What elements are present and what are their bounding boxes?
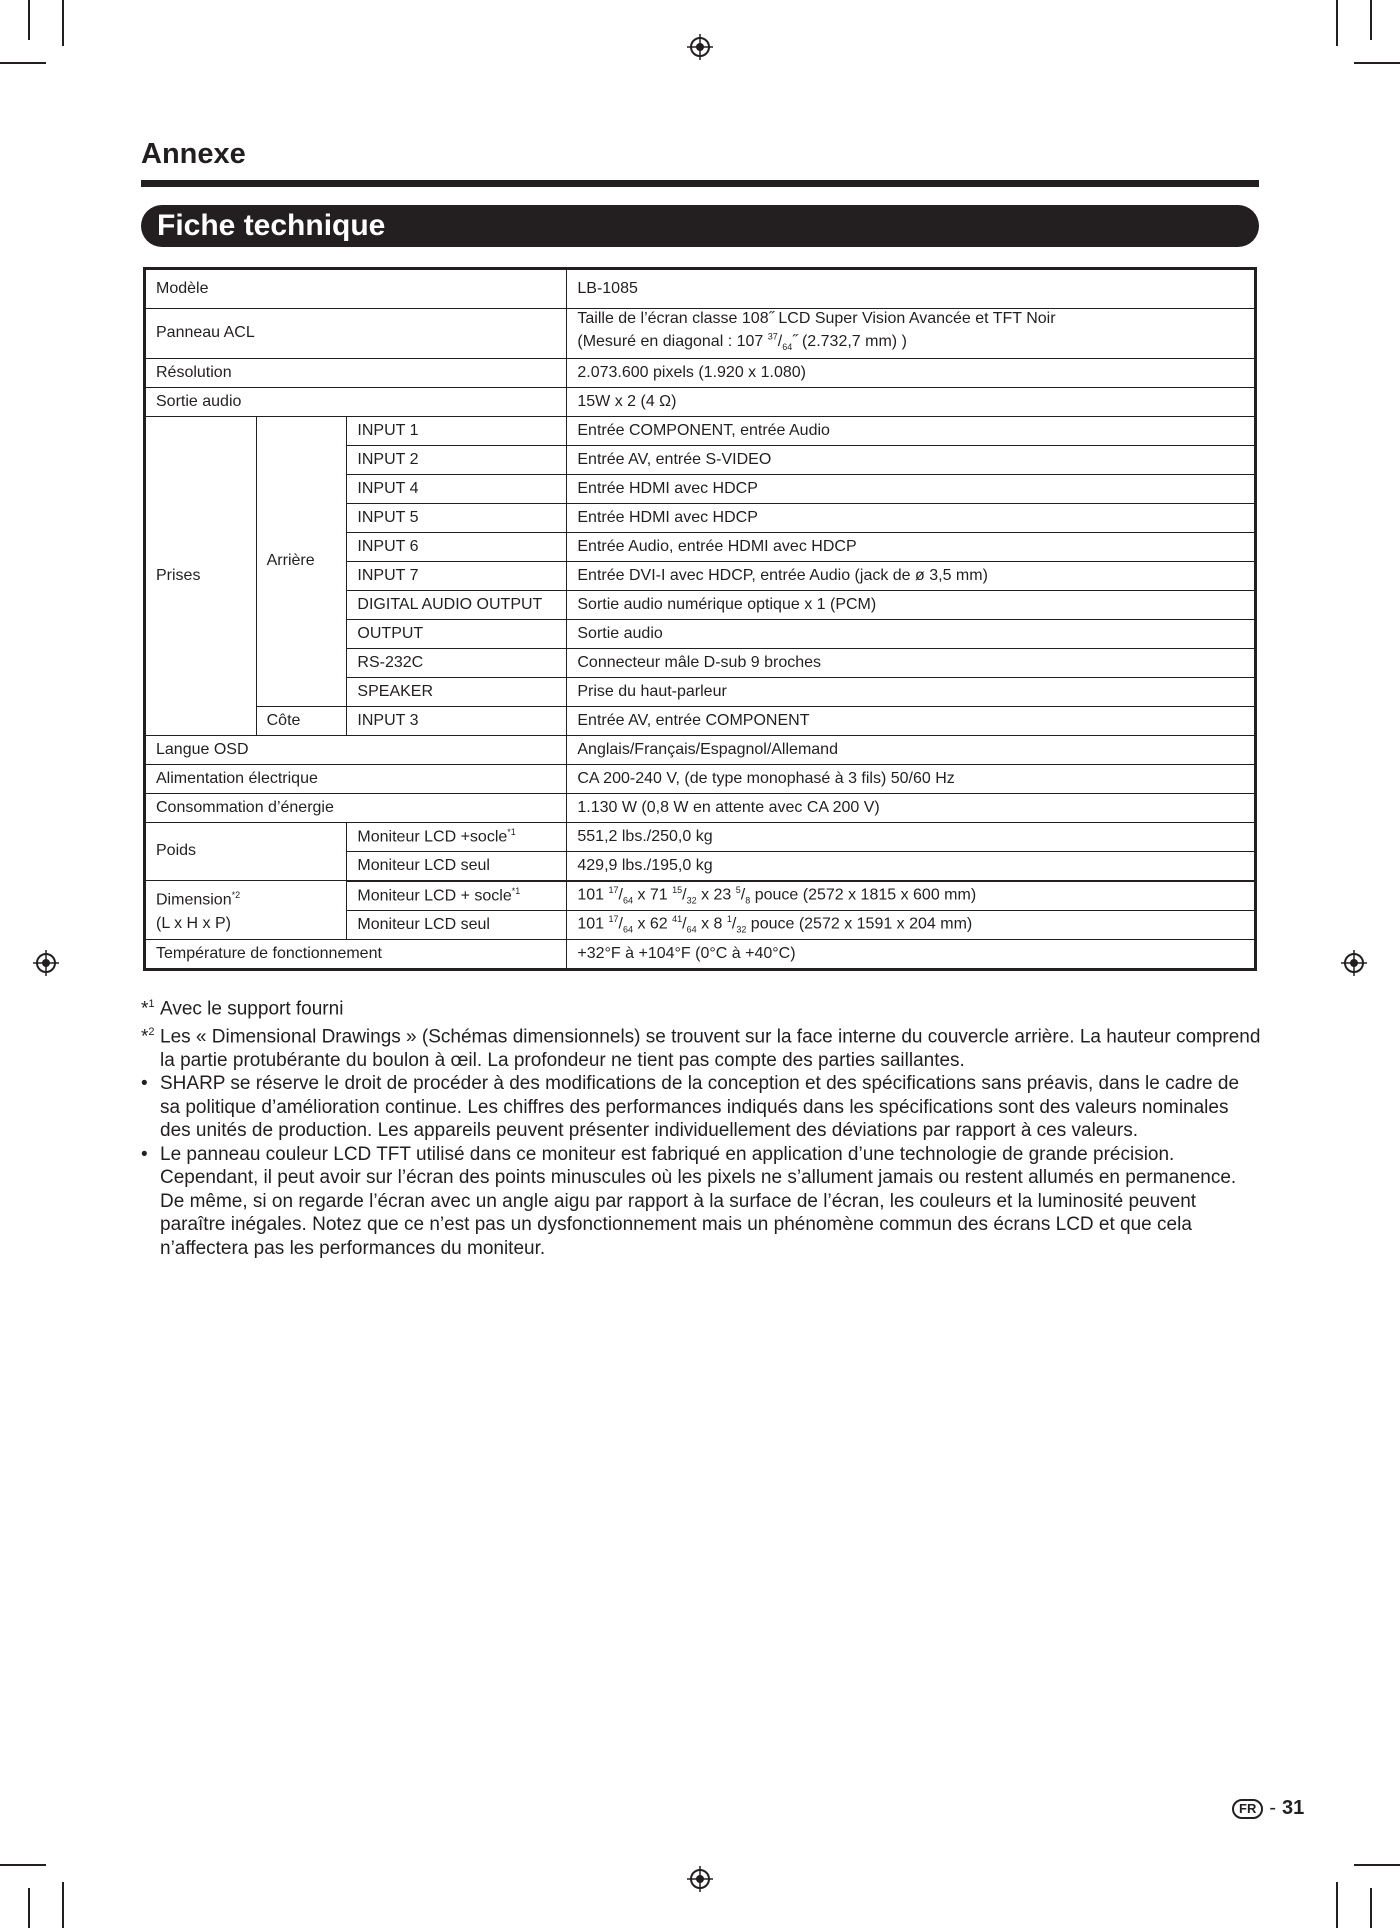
spec-value: 101 $^{17}/_{64}$ x 62 $^{41}/_{64}$ x 8 $^1/_{32}$ pouce (2572 x 1591 x 204 mm) bbox=[567, 910, 1256, 939]
spec-value: Entrée AV, entrée S-VIDEO bbox=[567, 445, 1256, 474]
spec-value: Entrée HDMI avec HDCP bbox=[567, 474, 1256, 503]
crop-mark bbox=[1354, 62, 1400, 64]
spec-value: LB-1085 bbox=[567, 269, 1256, 309]
asterisk: * bbox=[141, 1026, 149, 1048]
footnote-mark: *2 bbox=[231, 890, 241, 901]
fraction-numerator: 5 bbox=[735, 885, 741, 896]
crop-mark bbox=[62, 0, 64, 46]
fraction-numerator: 1 bbox=[726, 914, 732, 925]
crop-mark bbox=[1336, 1882, 1338, 1928]
spec-value: 101 $^{17}/_{64}$ x 71 $^{15}/_{32}$ x 23 $^5/_8$ pouce (2572 x 1815 x 600 mm) bbox=[567, 881, 1256, 911]
table-row bbox=[145, 416, 1256, 445]
section-rule bbox=[141, 180, 1259, 187]
dim-text: x 8 bbox=[696, 915, 727, 933]
spec-table bbox=[143, 267, 1257, 971]
spec-value: Anglais/Français/Espagnol/Allemand bbox=[567, 735, 1256, 764]
page-separator: - bbox=[1269, 1797, 1277, 1819]
crop-mark bbox=[1354, 1864, 1400, 1866]
dim-text: 101 bbox=[577, 915, 609, 933]
asterisk: * bbox=[141, 998, 149, 1020]
spec-value: Sortie audio bbox=[567, 619, 1256, 648]
spec-label bbox=[145, 881, 347, 940]
spec-label: Panneau ACL bbox=[145, 309, 567, 359]
label-text: Dimension bbox=[156, 891, 232, 909]
dim-text: pouce (2572 x 1591 x 204 mm) bbox=[746, 915, 973, 933]
spec-value: 429,9 lbs./195,0 kg bbox=[567, 851, 1256, 881]
spec-sublabel: Arrière bbox=[256, 416, 347, 706]
fraction-numerator: 15 bbox=[672, 885, 683, 896]
spec-label: Consommation d’énergie bbox=[145, 793, 567, 822]
spec-label: Sortie audio bbox=[145, 387, 567, 416]
fraction-denominator: 32 bbox=[686, 895, 697, 906]
spec-value: 2.073.600 pixels (1.920 x 1.080) bbox=[567, 358, 1256, 387]
table-row bbox=[145, 881, 1256, 911]
footnotes bbox=[141, 993, 1261, 1260]
footnote-marker bbox=[141, 993, 160, 1021]
dim-text: x 62 bbox=[633, 915, 673, 933]
footnote-text: Les « Dimensional Drawings » (Schémas dimensionnels) se trouvent sur la face interne du couvercle arrière. La hauteur comprend la partie protubérante du boulon à œil. La profondeur ne tient pas compte des parties saillantes. bbox=[160, 1026, 1261, 1071]
table-row bbox=[145, 939, 1256, 969]
dim-text: x 71 bbox=[633, 886, 673, 904]
spec-value: Sortie audio numérique optique x 1 (PCM) bbox=[567, 590, 1256, 619]
note-text: SHARP se réserve le droit de procéder à des modifications de la conception et des spécifications sans préavis, dans le cadre de sa politique d’amélioration continue. Les chiffres des performances indiqués dans les spécifications sont des valeurs nominales des unités de production. Les appareils peuvent présenter individuellement des déviations par rapport à ces valeurs. bbox=[160, 1073, 1240, 1142]
spec-value: Entrée Audio, entrée HDMI avec HDCP bbox=[567, 532, 1256, 561]
crop-mark bbox=[62, 1882, 64, 1928]
panel-text: ˝ (2.732,7 mm) ) bbox=[792, 333, 907, 351]
table-row bbox=[145, 735, 1256, 764]
spec-sublabel: Moniteur LCD seul bbox=[347, 851, 567, 881]
input-name: SPEAKER bbox=[347, 677, 567, 706]
spec-label: Langue OSD bbox=[145, 735, 567, 764]
bullet-icon: • bbox=[141, 1143, 148, 1165]
fraction-numerator: 41 bbox=[672, 914, 683, 925]
spec-label: Modèle bbox=[145, 269, 567, 309]
input-name: INPUT 1 bbox=[347, 416, 567, 445]
input-name: OUTPUT bbox=[347, 619, 567, 648]
spec-label: Résolution bbox=[145, 358, 567, 387]
spec-label: Poids bbox=[145, 822, 347, 881]
table-row bbox=[145, 358, 1256, 387]
crop-mark bbox=[1336, 0, 1338, 46]
fraction-numerator: 17 bbox=[608, 885, 619, 896]
spec-value: +32°F à +104°F (0°C à +40°C) bbox=[567, 939, 1256, 969]
spec-value bbox=[567, 309, 1256, 359]
input-name: INPUT 2 bbox=[347, 445, 567, 474]
crop-mark bbox=[0, 62, 46, 64]
spec-sublabel: Côte bbox=[256, 706, 347, 735]
registration-mark-icon bbox=[687, 1866, 713, 1892]
table-row bbox=[145, 387, 1256, 416]
table-row bbox=[145, 764, 1256, 793]
fraction-denominator: 64 bbox=[782, 342, 793, 353]
sublabel-text: Moniteur LCD +socle bbox=[357, 828, 508, 846]
dim-text: 101 bbox=[577, 886, 609, 904]
language-badge: FR bbox=[1232, 1799, 1263, 1819]
crop-mark bbox=[1370, 0, 1372, 40]
label-subtext: (L x H x P) bbox=[156, 915, 231, 933]
fraction-denominator: 64 bbox=[622, 895, 633, 906]
footnote bbox=[141, 1021, 1261, 1072]
registration-mark-icon bbox=[1341, 950, 1367, 976]
spec-value: Entrée DVI-I avec HDCP, entrée Audio (jack de ø 3,5 mm) bbox=[567, 561, 1256, 590]
fraction-denominator: 8 bbox=[745, 895, 751, 906]
bullet-note bbox=[141, 1143, 1261, 1261]
section-title: Annexe bbox=[141, 138, 246, 170]
fraction-denominator: 32 bbox=[736, 924, 747, 935]
spec-value: Connecteur mâle D-sub 9 broches bbox=[567, 648, 1256, 677]
fraction-numerator: 17 bbox=[608, 914, 619, 925]
table-row bbox=[145, 706, 1256, 735]
bullet-icon: • bbox=[141, 1073, 148, 1095]
note-text: Le panneau couleur LCD TFT utilisé dans ce moniteur est fabriqué en application d’une technologie de grande précision. Cependant, il peut avoir sur l’écran des points minuscules où les pixels ne s’allument jamais ou restent allumés en permanence. De même, si on regarde l’écran avec un angle aigu par rapport à la surface de l’écran, les couleurs et la luminosité peuvent paraître inégales. Notez que ce n’est pas un dysfonctionnement mais un phénomène commun des écrans LCD et que cela n’affectera pas les performances du moniteur. bbox=[160, 1143, 1237, 1259]
spec-value: Prise du haut-parleur bbox=[567, 677, 1256, 706]
crop-mark bbox=[28, 0, 30, 40]
input-name: INPUT 4 bbox=[347, 474, 567, 503]
registration-mark-icon bbox=[687, 34, 713, 60]
panel-text: (Mesuré en diagonal : 107 bbox=[577, 333, 768, 351]
spec-value: Entrée COMPONENT, entrée Audio bbox=[567, 416, 1256, 445]
panel-line-2: (Mesuré en diagonal : 107 $^{37}/_{64}˝$ (2.732,7 mm) ) bbox=[577, 332, 907, 353]
input-name: INPUT 7 bbox=[347, 561, 567, 590]
input-name: INPUT 3 bbox=[347, 706, 567, 735]
registration-mark-icon bbox=[33, 950, 59, 976]
panel-line-1: Taille de l’écran classe 108˝ LCD Super Vision Avancée et TFT Noir bbox=[577, 310, 1056, 327]
footnote-mark: *1 bbox=[507, 826, 516, 837]
input-name: INPUT 6 bbox=[347, 532, 567, 561]
dim-text: pouce (2572 x 1815 x 600 mm) bbox=[750, 886, 977, 904]
crop-mark bbox=[28, 1888, 30, 1928]
bullet-note bbox=[141, 1072, 1261, 1143]
spec-label: Prises bbox=[145, 416, 257, 735]
spec-label: Alimentation électrique bbox=[145, 764, 567, 793]
crop-mark bbox=[0, 1864, 46, 1866]
sublabel-text: Moniteur LCD + socle bbox=[357, 887, 512, 905]
page-title-banner: Fiche technique bbox=[141, 205, 1259, 247]
input-name: INPUT 5 bbox=[347, 503, 567, 532]
spec-sublabel: Moniteur LCD seul bbox=[347, 910, 567, 939]
footnote-marker bbox=[141, 1021, 160, 1049]
footnote-number: 1 bbox=[148, 998, 155, 1010]
crop-mark bbox=[1370, 1888, 1372, 1928]
spec-value: 15W x 2 (4 Ω) bbox=[567, 387, 1256, 416]
footnote bbox=[141, 993, 1261, 1021]
table-row bbox=[145, 793, 1256, 822]
fraction-numerator: 37 bbox=[767, 332, 778, 342]
footnote-mark: *1 bbox=[511, 885, 521, 896]
table-row bbox=[145, 269, 1256, 309]
spec-value: 551,2 lbs./250,0 kg bbox=[567, 822, 1256, 851]
input-name: DIGITAL AUDIO OUTPUT bbox=[347, 590, 567, 619]
spec-label: Température de fonctionnement bbox=[145, 939, 567, 969]
page-number bbox=[1232, 1797, 1304, 1820]
table-row bbox=[145, 309, 1256, 359]
spec-sublabel bbox=[347, 881, 567, 911]
spec-value: CA 200-240 V, (de type monophasé à 3 fils) 50/60 Hz bbox=[567, 764, 1256, 793]
footnote-text: Avec le support fourni bbox=[160, 998, 344, 1020]
input-name: RS-232C bbox=[347, 648, 567, 677]
fraction-denominator: 64 bbox=[622, 924, 633, 935]
table-row bbox=[145, 822, 1256, 851]
footnote-number: 2 bbox=[148, 1025, 155, 1038]
spec-value: Entrée AV, entrée COMPONENT bbox=[567, 706, 1256, 735]
spec-value: Entrée HDMI avec HDCP bbox=[567, 503, 1256, 532]
spec-value: 1.130 W (0,8 W en attente avec CA 200 V) bbox=[567, 793, 1256, 822]
dim-text: x 23 bbox=[696, 886, 736, 904]
page-number-value: 31 bbox=[1282, 1797, 1305, 1819]
spec-sublabel bbox=[347, 822, 567, 851]
fraction-denominator: 64 bbox=[686, 924, 697, 935]
